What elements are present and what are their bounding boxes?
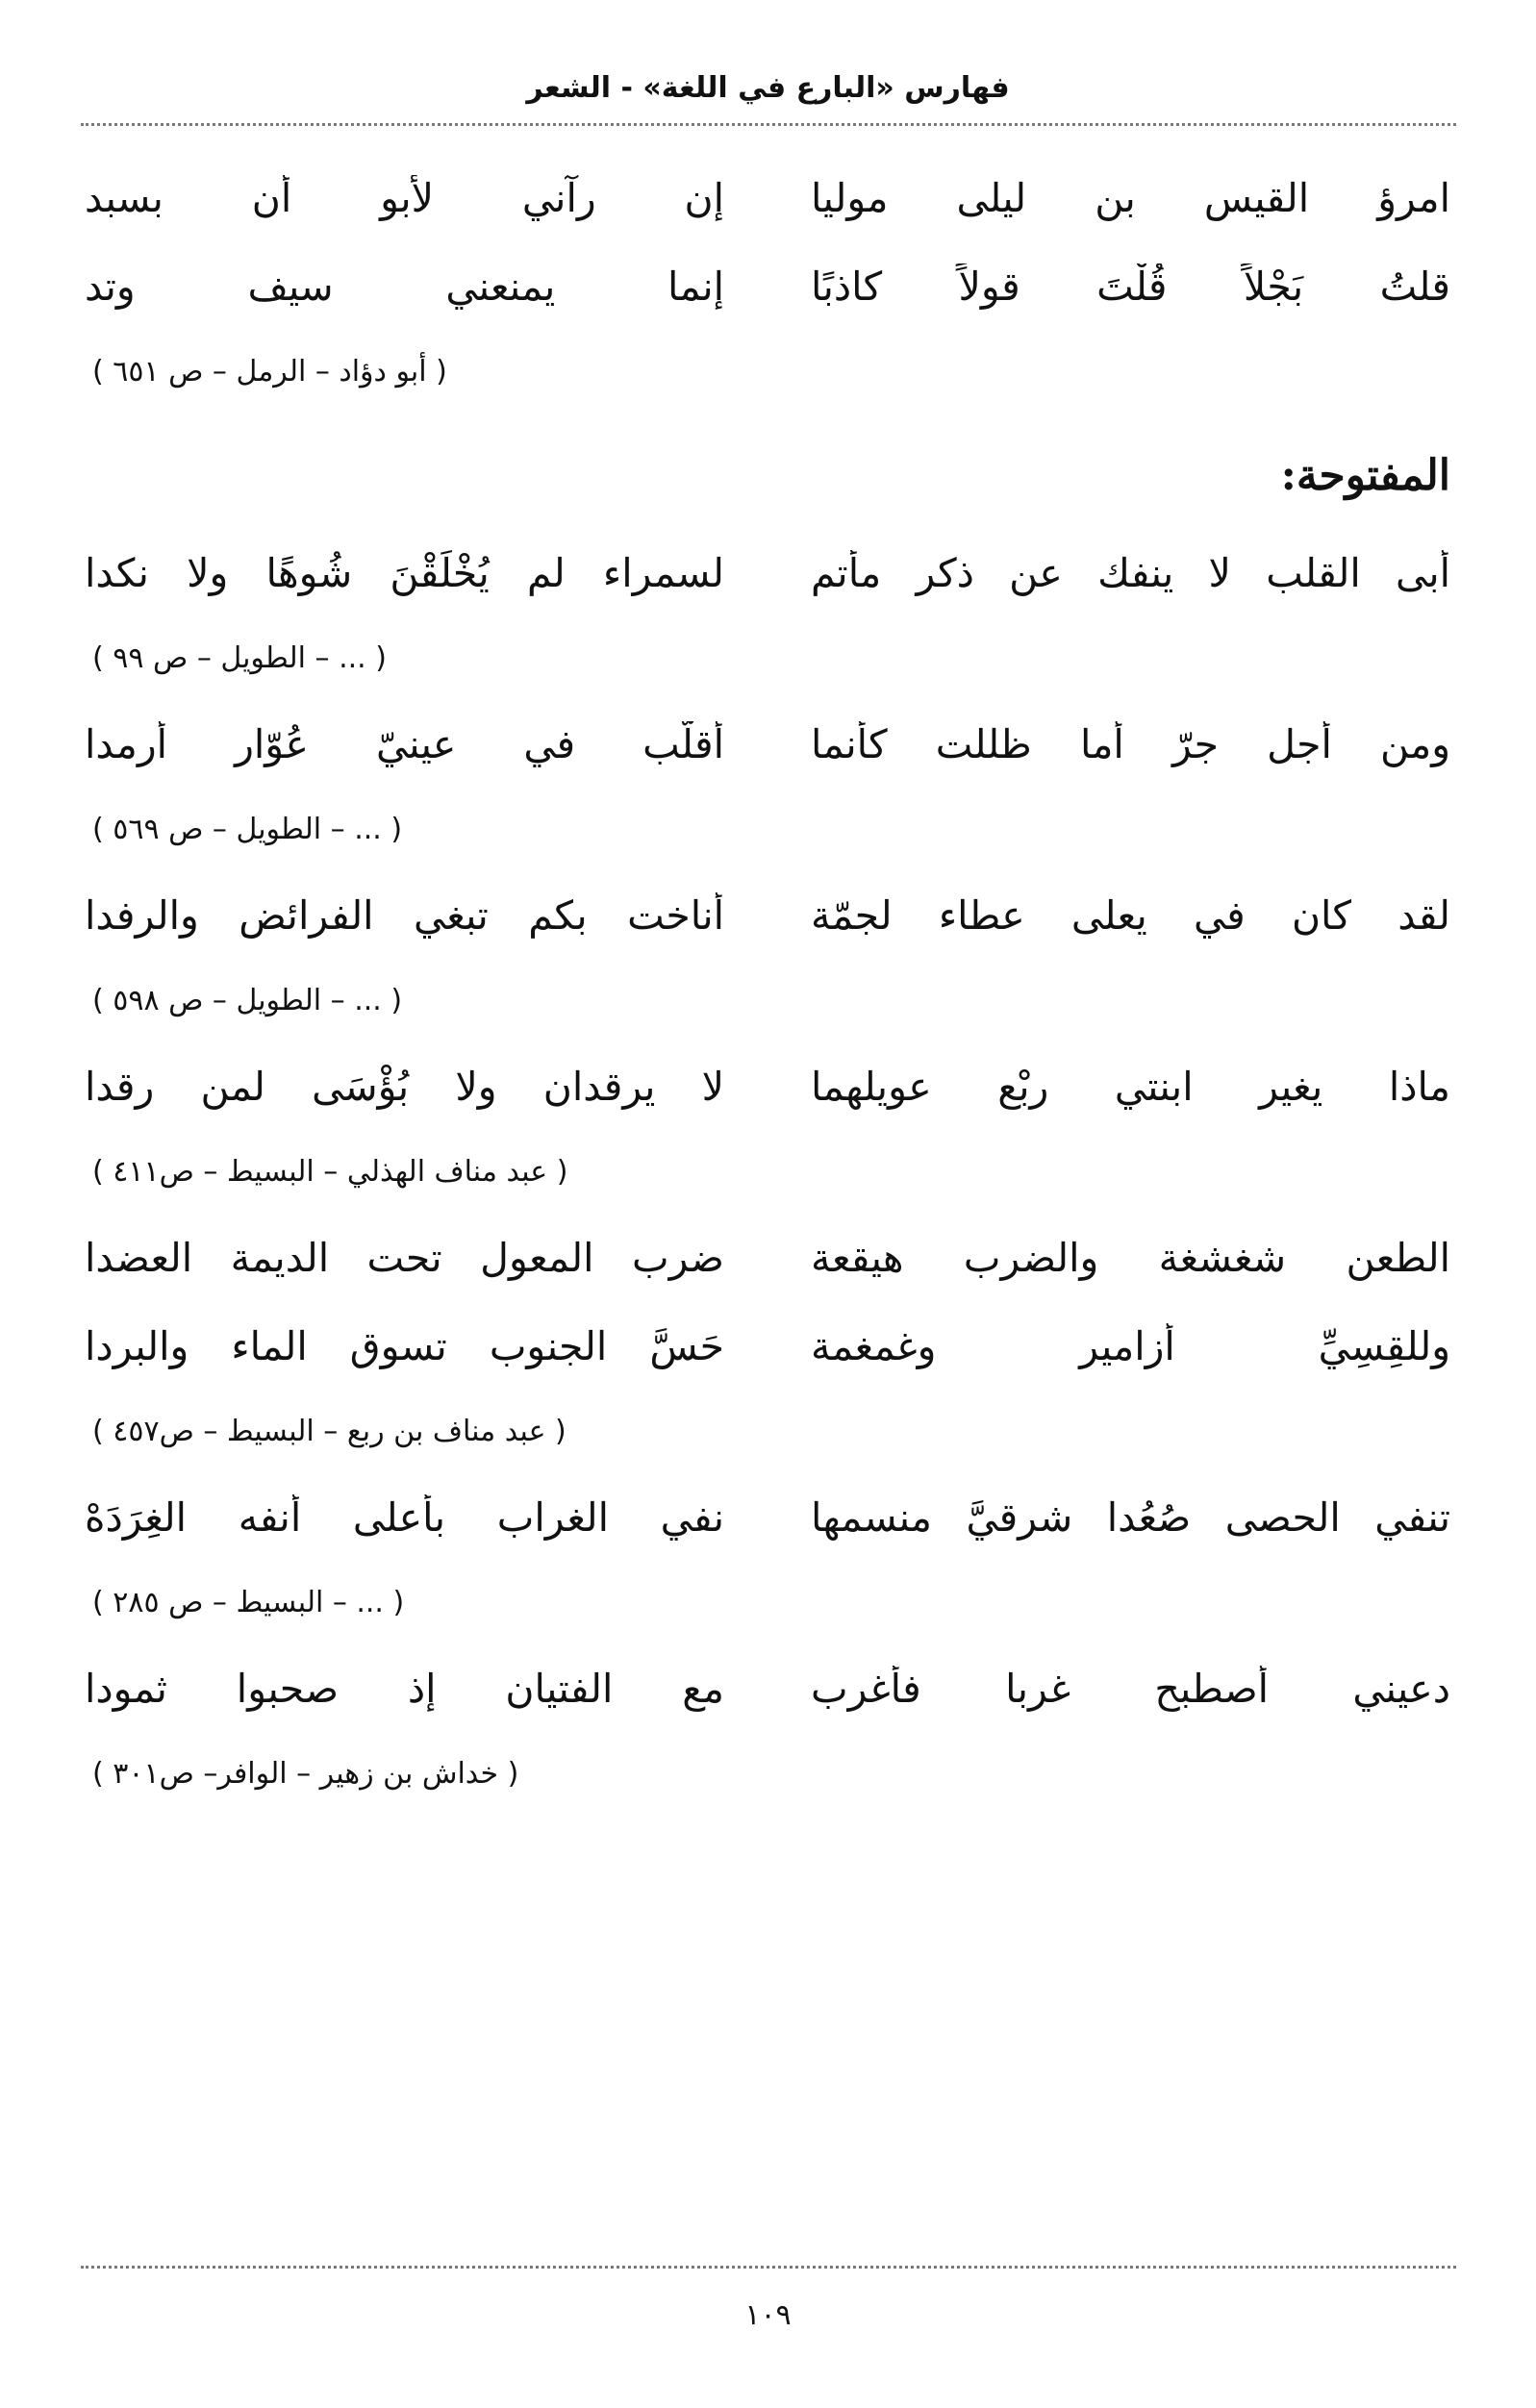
first-hemistich: قلتُ بَجْلاً قُلْتَ قولاً كاذبًا (811, 263, 1450, 310)
citation (85, 1131, 1450, 1214)
second-hemistich: أقلّب في عينيّ عُوّار أرمدا (85, 721, 724, 767)
citation-text: ( عبد مناف الهذلي – البسيط – ص٤١١ ) (92, 1155, 568, 1189)
second-hemistich: ضرب المعول تحت الديمة العضدا (85, 1235, 724, 1281)
citation-text: ( ... – الطويل – ص ٩٩ ) (92, 641, 387, 675)
verse-line (85, 1042, 1450, 1131)
verse-line (85, 700, 1450, 789)
verse-line (85, 1302, 1450, 1391)
citation-text: ( ... – الطويل – ص ٥٩٨ ) (92, 984, 403, 1017)
second-hemistich: إنما يمنعني سيف وتد (85, 263, 724, 310)
first-hemistich: تنفي الحصى صُعُدا شرقيَّ منسمها (811, 1494, 1450, 1541)
section-heading: المفتوحة: (1280, 451, 1450, 500)
citation (85, 960, 1450, 1042)
citation-text: ( خداش بن زهير – الوافر– ص٣٠١ ) (92, 1757, 519, 1791)
first-hemistich: وللقِسِيِّ أزامير وغمغمة (811, 1323, 1450, 1369)
running-title: فهارس «البارع في اللغة» - الشعر (526, 71, 1010, 105)
verse-line (85, 1214, 1450, 1302)
second-hemistich: أناخت بكم تبغي الفرائض والرفدا (85, 892, 724, 939)
citation-text: ( ... – البسيط – ص ٢٨٥ ) (92, 1586, 405, 1619)
citation (85, 1391, 1450, 1473)
verse-line (85, 154, 1450, 242)
citation (85, 1562, 1450, 1644)
top-divider (81, 123, 1456, 126)
second-hemistich: حَسَّ الجنوب تسوق الماء والبردا (85, 1323, 724, 1369)
citation-text: ( ... – الطويل – ص ٥٦٩ ) (92, 813, 403, 846)
verse-line (85, 1644, 1450, 1733)
second-hemistich: لا يرقدان ولا بُؤْسَى لمن رقدا (85, 1064, 724, 1110)
bottom-divider (81, 2266, 1456, 2269)
poetry-index-list (85, 154, 1450, 1816)
first-hemistich: ومن أجل جرّ أما ظللت كأنما (811, 721, 1450, 767)
page-number: ١٠٩ (744, 2298, 792, 2332)
citation (85, 1733, 1450, 1816)
second-hemistich: نفي الغراب بأعلى أنفه الغِرَدَهْ (85, 1494, 724, 1541)
first-hemistich: لقد كان في يعلى عطاء لجمّة (811, 892, 1450, 939)
verse-line (85, 242, 1450, 331)
citation (85, 331, 1450, 414)
citation-text: ( أبو دؤاد – الرمل – ص ٦٥١ ) (92, 355, 447, 389)
citation-text: ( عبد مناف بن ربع – البسيط – ص٤٥٧ ) (92, 1415, 567, 1448)
second-hemistich: مع الفتيان إذ صحبوا ثمودا (85, 1666, 724, 1712)
first-hemistich: الطعن شغشغة والضرب هيقعة (811, 1235, 1450, 1281)
verse-line (85, 1473, 1450, 1562)
citation (85, 617, 1450, 700)
first-hemistich: دعيني أصطبح غربا فأغرب (811, 1666, 1450, 1712)
second-hemistich: لسمراء لم يُخْلَقْنَ شُوهًا ولا نكدا (85, 550, 724, 596)
verse-line (85, 871, 1450, 960)
verse-line (85, 529, 1450, 617)
first-hemistich: امرؤ القيس بن ليلى موليا (811, 175, 1450, 221)
second-hemistich: إن رآني لأبو أن بسبد (85, 175, 724, 221)
first-hemistich: ماذا يغير ابنتي رِبْعٍ عويلهما (811, 1064, 1450, 1110)
first-hemistich: أبى القلب لا ينفك عن ذكر مأتم (811, 550, 1450, 596)
citation (85, 789, 1450, 871)
